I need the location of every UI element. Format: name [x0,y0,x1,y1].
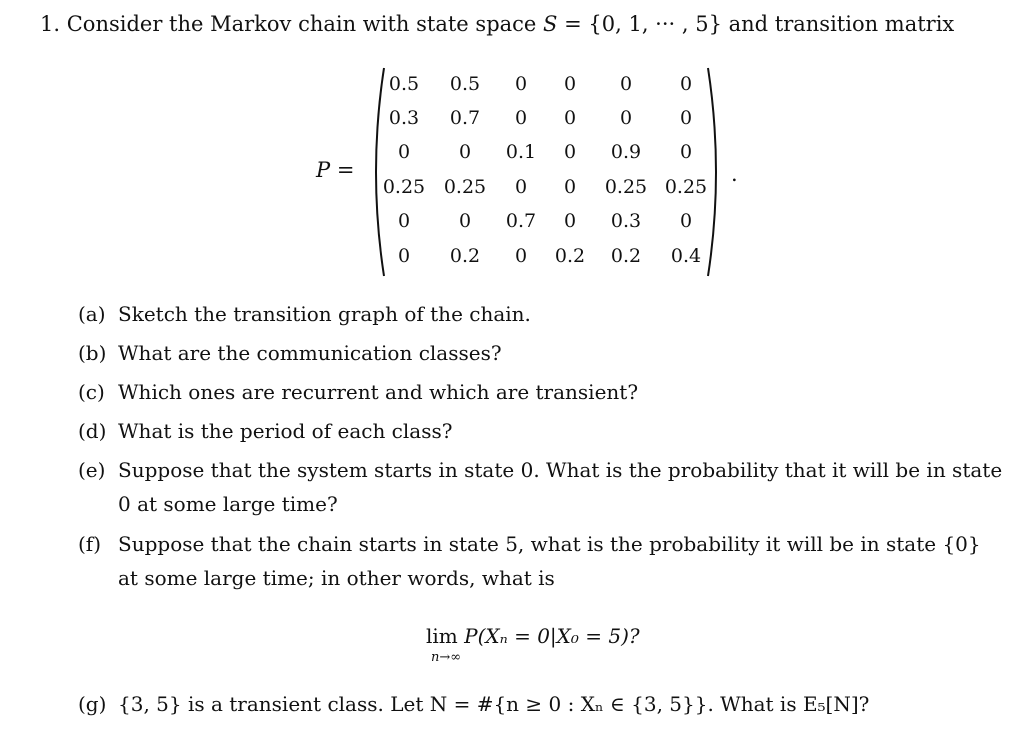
intro-text: Consider the Markov chain with state space [66,12,537,36]
part-e [78,458,1002,482]
matrix-cell-0-4: 0 [619,73,633,95]
limit-body: P(Xₙ = 0|X₀ = 5)? [464,624,640,648]
part-b-label: (b) [78,341,107,365]
part-d-text: What is the period of each class? [118,419,453,443]
part-g-text: {3, 5} is a transient class. Let N = #{n ≥ 0 : Xₙ ∈ {3, 5}}. What is E₅[N]? [118,692,870,716]
matrix-cell-3-5: 0.25 [664,176,708,198]
matrix-cell-2-4: 0.9 [610,141,642,163]
part-f-label: (f) [78,532,102,556]
part-b-text: What are the communication classes? [118,341,502,365]
part-f [78,532,981,556]
matrix-cell-2-0: 0 [397,141,411,163]
part-c-label: (c) [78,380,105,404]
matrix-cell-2-3: 0 [563,141,577,163]
matrix-cell-1-2: 0 [514,107,528,129]
matrix-symbol: P [316,158,331,182]
matrix-cell-4-3: 0 [563,210,577,232]
matrix-cell-0-1: 0.5 [449,73,481,95]
matrix-cell-3-0: 0.25 [382,176,426,198]
intro-text-after: and transition matrix [728,12,955,36]
matrix-cell-5-2: 0 [514,245,528,267]
matrix-cell-5-1: 0.2 [449,245,481,267]
matrix-equals: = [336,158,355,182]
matrix-cell-3-3: 0 [563,176,577,198]
matrix-cell-3-1: 0.25 [443,176,487,198]
matrix-period: . [731,162,738,186]
part-a [78,302,531,326]
matrix-cell-1-0: 0.3 [388,107,420,129]
part-f-continued: at some large time; in other words, what is [118,566,555,590]
matrix-cell-4-2: 0.7 [505,210,537,232]
matrix-cell-2-1: 0 [458,141,472,163]
matrix-cell-5-3: 0.2 [554,245,586,267]
matrix-cell-0-0: 0.5 [388,73,420,95]
limit-expression [426,624,640,648]
part-c [78,380,638,404]
part-d-label: (d) [78,419,107,443]
matrix-cell-1-1: 0.7 [449,107,481,129]
part-g-label: (g) [78,692,107,716]
matrix-cell-4-1: 0 [458,210,472,232]
part-a-text: Sketch the transition graph of the chain. [118,302,531,326]
part-g [78,692,869,716]
matrix-cell-4-5: 0 [679,210,693,232]
part-e-continued: 0 at some large time? [118,492,338,516]
state-space-set: = {0, 1, ··· , 5} [564,12,722,36]
matrix-cell-2-2: 0.1 [505,141,537,163]
part-b [78,341,502,365]
matrix-cell-0-3: 0 [563,73,577,95]
matrix-label [316,158,354,182]
matrix-cell-5-4: 0.2 [610,245,642,267]
matrix-cell-2-5: 0 [679,141,693,163]
matrix-cell-1-5: 0 [679,107,693,129]
matrix-cell-1-3: 0 [563,107,577,129]
problem-number: 1. [40,12,61,36]
part-d [78,419,452,443]
matrix-cell-4-0: 0 [397,210,411,232]
matrix-cell-0-5: 0 [679,73,693,95]
part-e-text-1: Suppose that the system starts in state 0. What is the probability that it will be in state [118,458,1003,482]
problem-intro [40,12,954,36]
matrix-cell-3-2: 0 [514,176,528,198]
matrix-cell-0-2: 0 [514,73,528,95]
transition-matrix [380,70,715,278]
part-e-label: (e) [78,458,106,482]
matrix-cell-3-4: 0.25 [604,176,648,198]
matrix-cell-4-4: 0.3 [610,210,642,232]
limit-operator: lim [426,624,458,648]
part-c-text: Which ones are recurrent and which are transient? [118,380,639,404]
matrix-cell-1-4: 0 [619,107,633,129]
state-space-var: S [543,12,558,36]
limit-subscript: n→∞ [431,650,462,665]
part-a-label: (a) [78,302,106,326]
matrix-cell-5-5: 0.4 [670,245,702,267]
part-f-text-1: Suppose that the chain starts in state 5, what is the probability it will be in state {0} [118,532,981,556]
matrix-cell-5-0: 0 [397,245,411,267]
